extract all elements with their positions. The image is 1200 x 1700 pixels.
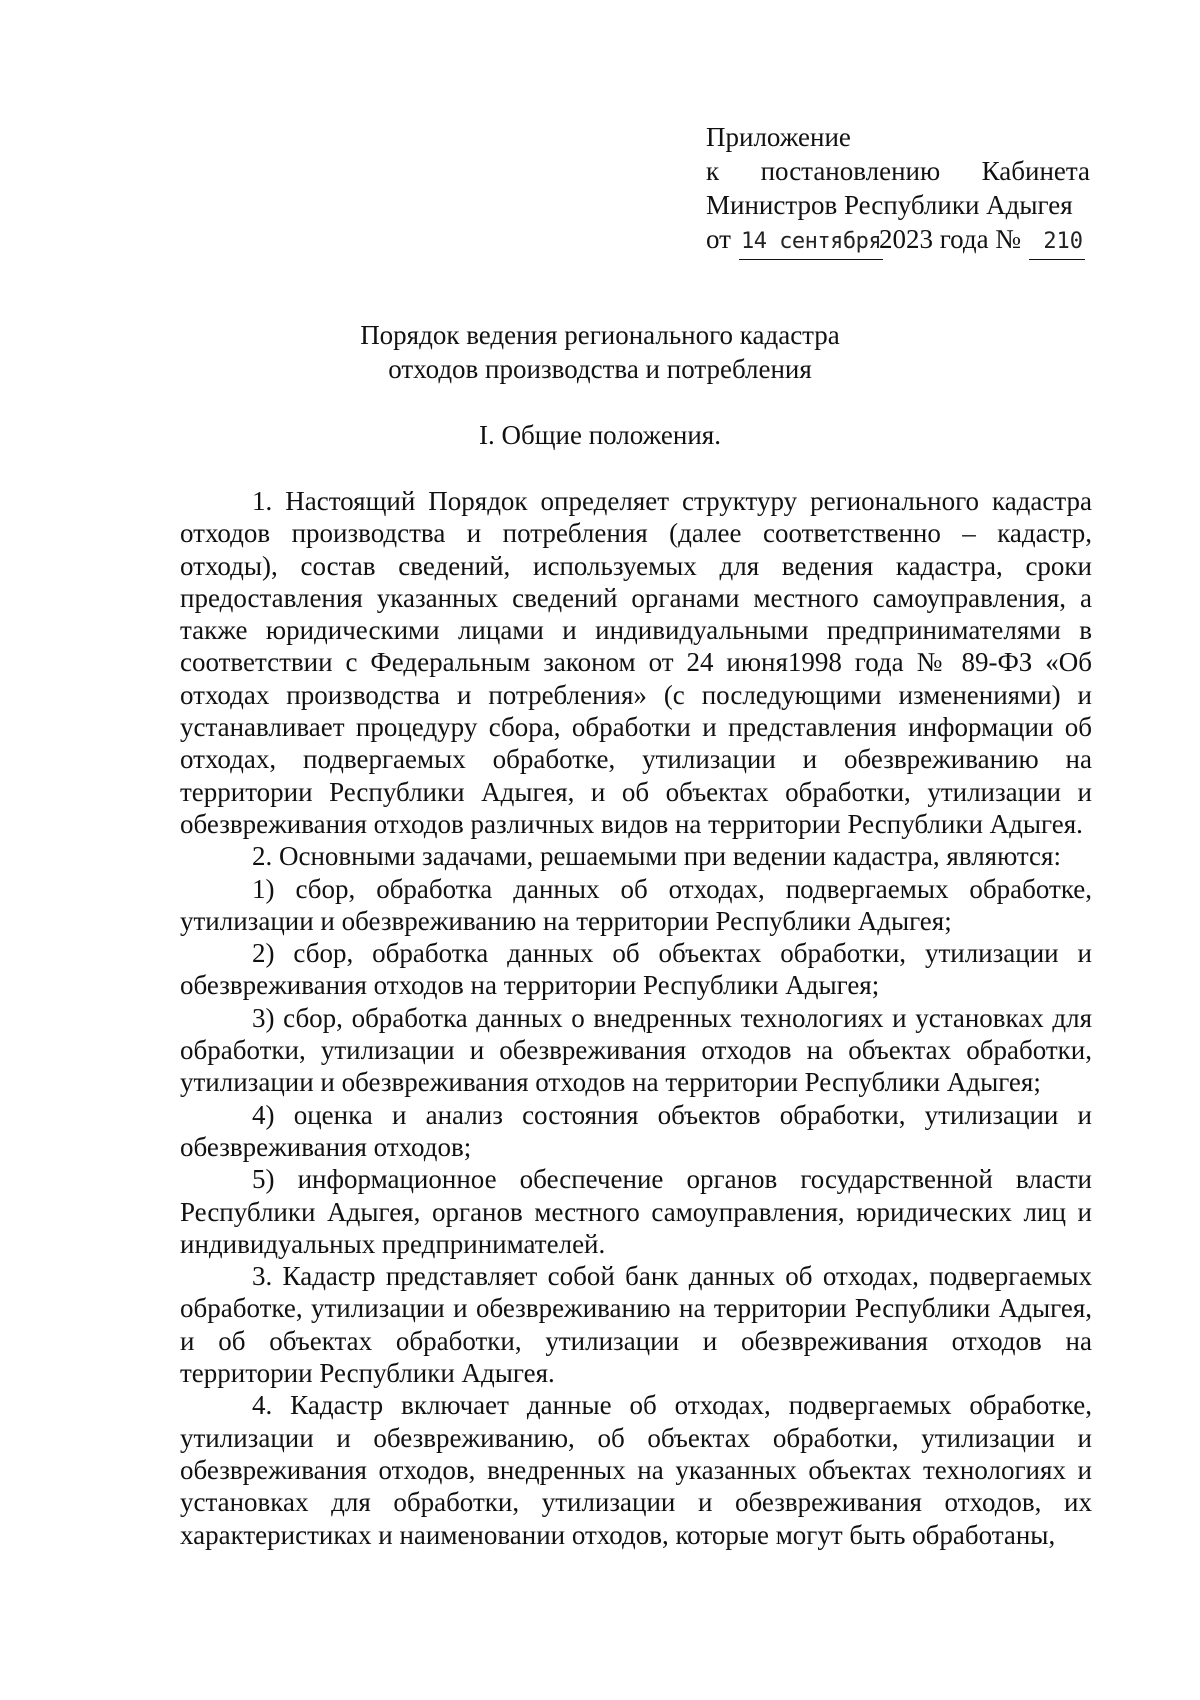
date-prefix: от bbox=[706, 224, 731, 254]
section-heading: I. Общие положения. bbox=[479, 420, 721, 450]
annex-ministers-line: Министров Республики Адыгея bbox=[706, 190, 1073, 220]
list-item-3: 3) сбор, обработка данных о внедренных технологиях и установках для обработки, утилизации и обезвреживания отходов на объектах обработки, утилизации и обезвреживания отходов на территории Республики Адыгея; bbox=[180, 1002, 1092, 1098]
paragraph-2: 2. Основными задачами, решаемыми при ведении кадастра, являются: bbox=[252, 841, 1061, 872]
annex-preposition: к bbox=[706, 156, 720, 186]
date-suffix: 2023 года № bbox=[878, 224, 1022, 254]
annex-date-line bbox=[706, 222, 1090, 260]
paragraph-1: 1. Настоящий Порядок определяет структуру регионального кадастра отходов производства и потребления (далее соответственно – кадастр, отходы), состав сведений, используемых для ведения кадастра, сроки предоставления указанных сведений органами местного самоуправления, а также юридическими лицами и индивидуальными предпринимателями в соответствии с Федеральным законом от 24 июня1998 года № 89-ФЗ «Об отходах производства и потребления» (с последующими изменениями) и устанавливает процедуру сбора, обработки и представления информации об отходах, подвергаемых обработке, утилизации и обезвреживанию на территории Республики Адыгея, и об объектах обработки, утилизации и обезвреживания отходов различных видов на территории Республики Адыгея. bbox=[180, 486, 1092, 839]
annex-resolution-word: постановлению bbox=[760, 156, 941, 186]
list-item-1: 1) сбор, обработка данных об отходах, подвергаемых обработке, утилизации и обезвреживанию на территории Республики Адыгея; bbox=[180, 873, 1092, 936]
document-body bbox=[180, 485, 1092, 1551]
annex-resolution-line bbox=[706, 154, 1090, 188]
title-line-1: Порядок ведения регионального кадастра bbox=[360, 320, 840, 350]
list-item-2: 2) сбор, обработка данных об объектах обработки, утилизации и обезвреживания отходов на территории Республики Адыгея; bbox=[180, 938, 1092, 1001]
handwritten-number: 210 bbox=[1029, 225, 1085, 260]
paragraph-3: 3. Кадастр представляет собой банк данных об отходах, подвергаемых обработке, утилизации и обезвреживанию на территории Республики Адыгея, и об объектах обработки, утилизации и обезвреживания отходов на территории Республики Адыгея. bbox=[180, 1261, 1092, 1389]
annex-block bbox=[706, 120, 1090, 260]
annex-label: Приложение bbox=[706, 122, 851, 152]
title-line-2: отходов производства и потребления bbox=[388, 354, 812, 384]
handwritten-date: 14 сентября bbox=[739, 225, 883, 260]
document-title bbox=[0, 318, 1200, 386]
paragraph-4: 4. Кадастр включает данные об отходах, подвергаемых обработке, утилизации и обезвреживанию, об объектах обработки, утилизации и обезвреживания отходов, внедренных на указанных объектах технологиях и установках для обработки, утилизации и обезвреживания отходов, их характеристиках и наименовании отходов, которые могут быть обработаны, bbox=[180, 1390, 1092, 1550]
list-item-5: 5) информационное обеспечение органов государственной власти Республики Адыгея, органов местного самоуправления, юридических лиц и индивидуальных предпринимателей. bbox=[180, 1164, 1092, 1259]
annex-cabinet-word: Кабинета bbox=[981, 156, 1090, 186]
list-item-4: 4) оценка и анализ состояния объектов обработки, утилизации и обезвреживания отходов; bbox=[180, 1099, 1092, 1162]
